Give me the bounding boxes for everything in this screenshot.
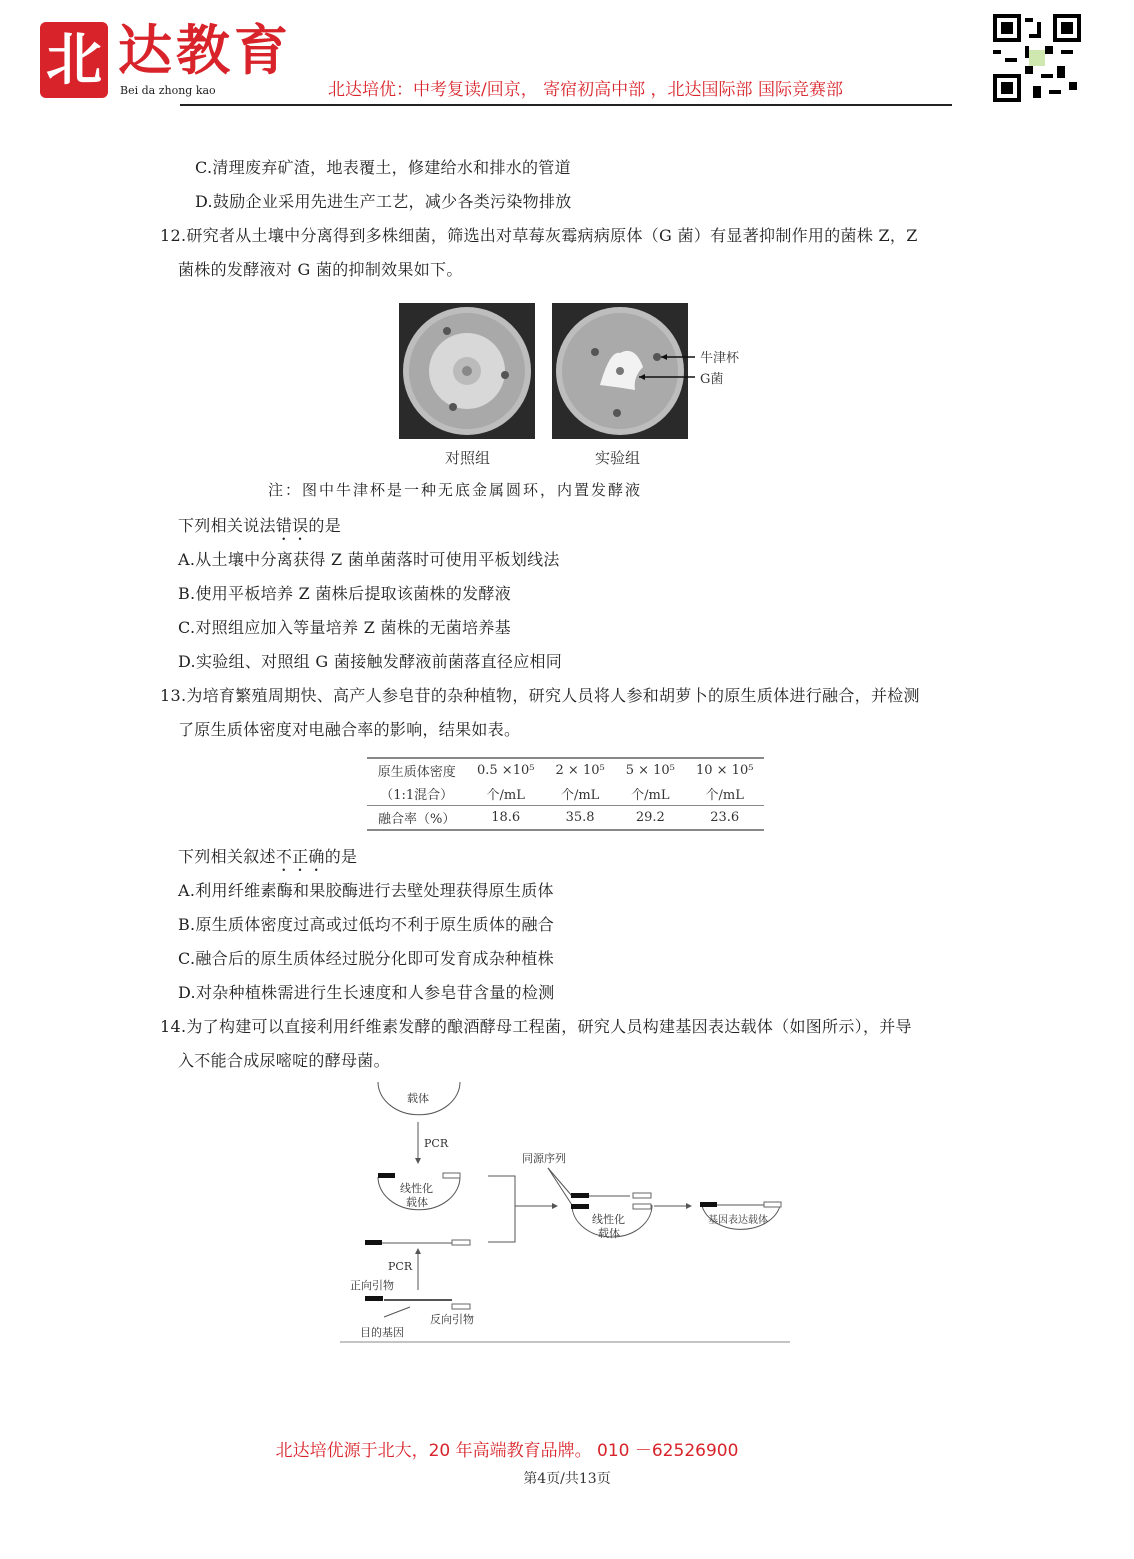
option-a: A.从土壤中分离获得 Z 菌单菌落时可使用平板划线法 bbox=[178, 550, 560, 569]
label-pcr-1: PCR bbox=[424, 1137, 449, 1150]
table-cell: 2 × 10⁵ bbox=[555, 763, 605, 778]
table-cell: 29.2 bbox=[635, 810, 665, 825]
stem-text: 下列相关叙述 bbox=[178, 847, 276, 866]
table-cell: （1:1混合） bbox=[380, 788, 454, 803]
table-row bbox=[367, 806, 764, 831]
stem-text: 的是 bbox=[324, 847, 358, 866]
label-vector: 载体 bbox=[407, 1092, 429, 1105]
page-number: 第4页/共13页 bbox=[523, 1471, 611, 1487]
option-a: A.利用纤维素酶和果胶酶进行去壁处理获得原生质体 bbox=[178, 881, 554, 900]
logo-mark: 北 bbox=[40, 22, 108, 98]
table-cell: 5 × 10⁵ bbox=[625, 763, 675, 778]
label-homologous-sequence: 同源序列 bbox=[522, 1152, 566, 1165]
petri-dish-figure bbox=[395, 295, 755, 470]
label-linearized-vector-2: 载体 bbox=[406, 1196, 428, 1209]
label-linearized-vector-b2: 载体 bbox=[598, 1227, 620, 1240]
label-pcr-2: PCR bbox=[388, 1260, 413, 1273]
question-12-stem bbox=[178, 513, 341, 544]
option-d: D.对杂种植株需进行生长速度和人参皂苷含量的检测 bbox=[178, 983, 555, 1002]
label-experiment-group: 实验组 bbox=[595, 449, 641, 467]
option-b: B.使用平板培养 Z 菌株后提取该菌株的发酵液 bbox=[178, 584, 512, 603]
label-linearized-vector: 线性化 bbox=[400, 1182, 433, 1195]
label-forward-primer: 正向引物 bbox=[350, 1279, 394, 1292]
table-cell: 个/mL bbox=[631, 788, 670, 803]
option-d-prev: D.鼓励企业采用先进生产工艺，减少各类污染物排放 bbox=[195, 192, 572, 211]
table-cell: 23.6 bbox=[710, 810, 740, 825]
question-14-text-cont: 入不能合成尿嘧啶的酵母菌。 bbox=[178, 1051, 390, 1070]
label-reverse-primer: 反向引物 bbox=[430, 1313, 474, 1326]
question-13-text-cont: 了原生质体密度对电融合率的影响，结果如表。 bbox=[178, 720, 521, 739]
header-divider bbox=[180, 104, 952, 106]
question-12-text: 12.研究者从土壤中分离得到多株细菌，筛选出对草莓灰霉病病原体（G 菌）有显著抑制作用的菌株 Z，Z bbox=[160, 226, 918, 245]
option-c-prev: C.清理废弃矿渣，地表覆土，修建给水和排水的管道 bbox=[195, 158, 571, 177]
label-expression-vector: 基因表达载体 bbox=[708, 1215, 768, 1226]
label-control-group: 对照组 bbox=[445, 449, 491, 467]
table-cell: 0.5 ×10⁵ bbox=[477, 763, 535, 778]
label-g-fungus: G菌 bbox=[700, 372, 724, 387]
table-cell: 35.8 bbox=[565, 810, 595, 825]
label-target-gene: 目的基因 bbox=[360, 1326, 404, 1339]
option-b: B.原生质体密度过高或过低均不利于原生质体的融合 bbox=[178, 915, 555, 934]
stem-emphasis: 不正确 bbox=[275, 847, 325, 866]
label-oxford-cup: 牛津杯 bbox=[700, 351, 740, 366]
table-cell: 18.6 bbox=[491, 810, 521, 825]
question-13-stem bbox=[178, 844, 357, 875]
table-cell: 原生质体密度 bbox=[377, 765, 456, 780]
figure-note: 注：图中牛津杯是一种无底金属圆环，内置发酵液 bbox=[268, 481, 643, 499]
fusion-rate-table bbox=[367, 757, 764, 831]
logo-text: 达教育 bbox=[118, 18, 292, 82]
stem-emphasis: 错误 bbox=[275, 516, 309, 535]
label-linearized-vector-b: 线性化 bbox=[592, 1213, 625, 1226]
option-d: D.实验组、对照组 G 菌接触发酵液前菌落直径应相同 bbox=[178, 652, 563, 671]
question-13-text: 13.为培育繁殖周期快、高产人参皂苷的杂种植物，研究人员将人参和胡萝卜的原生质体进行融合，并检测 bbox=[160, 686, 920, 705]
table-cell: 个/mL bbox=[705, 788, 744, 803]
table-cell: 10 × 10⁵ bbox=[695, 763, 754, 778]
option-c: C.融合后的原生质体经过脱分化即可发育成杂种植株 bbox=[178, 949, 554, 968]
table-cell: 个/mL bbox=[486, 788, 525, 803]
table-header-row bbox=[367, 782, 764, 806]
table-header-row bbox=[367, 758, 764, 782]
header-tagline: 北达培优：中考复读/回京， 寄宿初高中部 ，北达国际部 国际竞赛部 bbox=[328, 80, 843, 100]
stem-text: 下列相关说法 bbox=[178, 516, 276, 535]
footer-slogan: 北达培优源于北大，20 年高端教育品牌。 010 －62526900 bbox=[275, 1441, 739, 1461]
table-cell: 融合率（%） bbox=[378, 812, 456, 827]
qr-code-icon bbox=[993, 14, 1081, 102]
question-12-text-cont: 菌株的发酵液对 G 菌的抑制效果如下。 bbox=[178, 260, 463, 279]
option-c: C.对照组应加入等量培养 Z 菌株的无菌培养基 bbox=[178, 618, 511, 637]
stem-text: 的是 bbox=[308, 516, 342, 535]
table-cell: 个/mL bbox=[560, 788, 600, 803]
logo-subtitle: Bei da zhong kao bbox=[120, 84, 216, 97]
question-14-text: 14.为了构建可以直接利用纤维素发酵的酿酒酵母工程菌，研究人员构建基因表达载体（如图所示），并导 bbox=[160, 1017, 912, 1036]
gene-vector-diagram bbox=[340, 1080, 790, 1345]
